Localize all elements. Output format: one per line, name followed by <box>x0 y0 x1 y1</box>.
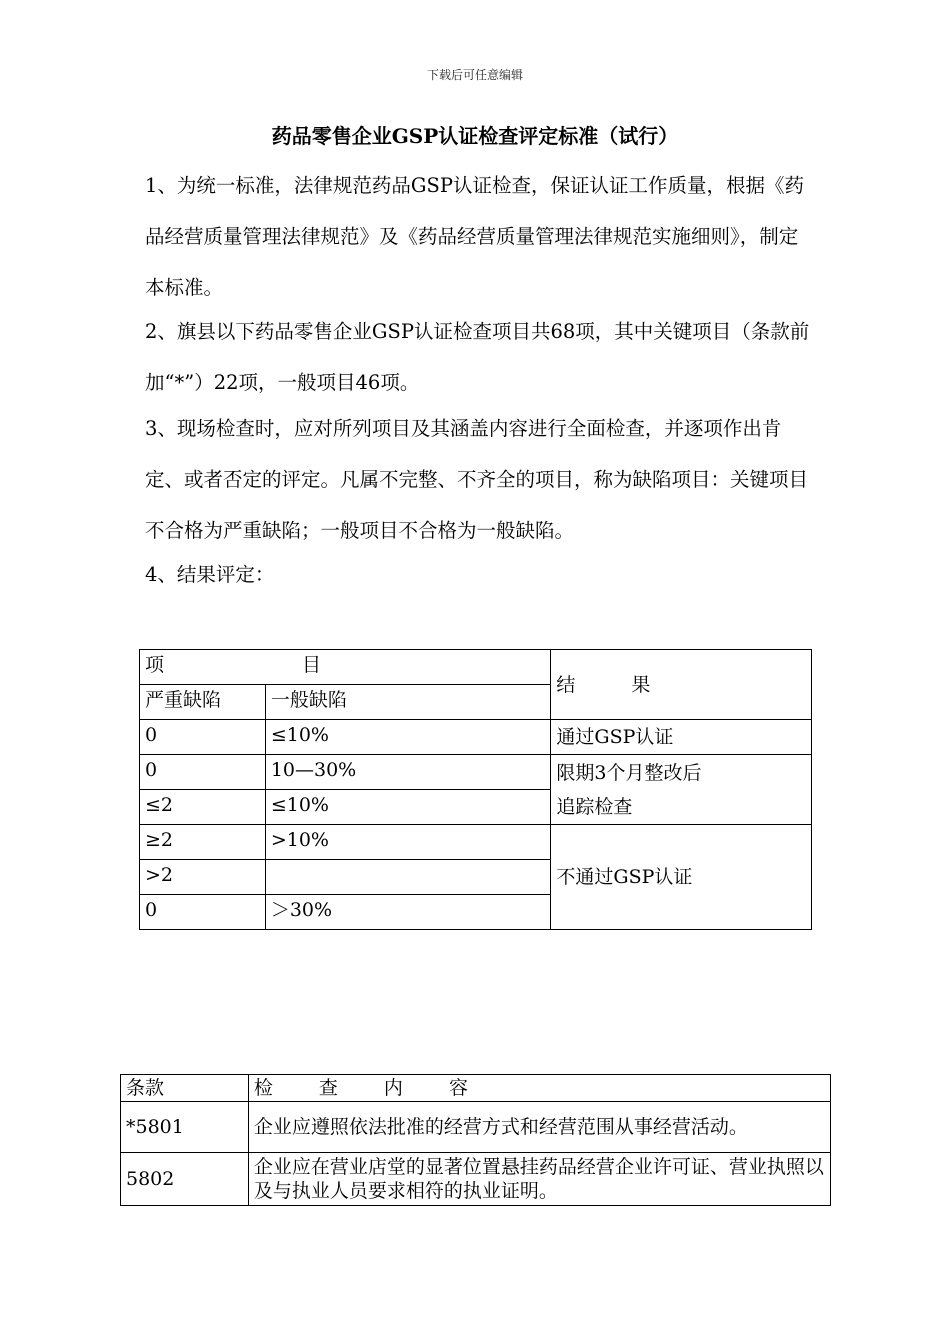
serious-cell: ≤2 <box>140 790 266 825</box>
clause-table <box>120 1074 831 1206</box>
table-row <box>140 755 812 790</box>
general-cell <box>265 860 551 895</box>
general-cell: ≤10% <box>265 790 551 825</box>
serious-cell: 0 <box>140 895 266 930</box>
general-cell: 10—30% <box>265 755 551 790</box>
serious-cell: 0 <box>140 755 266 790</box>
page-header: 下载后可任意编辑 <box>426 68 523 82</box>
header-content-4: 容 <box>448 1077 468 1099</box>
result-rectify-line1: 限期3个月整改后 <box>556 761 702 784</box>
clause-cell: 5802 <box>121 1153 249 1206</box>
paragraph-3: 3、现场检查时，应对所列项目及其涵盖内容进行全面检查，并逐项作出肯定、或者否定的评定。凡属不完整、不齐全的项目，称为缺陷项目：关键项目不合格为严重缺陷；一般项目不合格为一般缺陷。 <box>145 417 809 542</box>
header-item-b: 目 <box>302 654 322 676</box>
table-row <box>140 825 812 860</box>
header-content-3: 内 <box>383 1077 403 1099</box>
col-general-header: 一般缺陷 <box>265 685 551 720</box>
paragraph-4: 4、结果评定： <box>145 563 275 586</box>
serious-cell: >2 <box>140 860 266 895</box>
serious-cell: 0 <box>140 720 266 755</box>
header-result-b: 果 <box>631 673 651 696</box>
general-cell: >10% <box>265 825 551 860</box>
header-item-a: 项 <box>145 654 165 676</box>
content-cell: 企业应在营业店堂的显著位置悬挂药品经营企业许可证、营业执照以及与执业人员要求相符的执业证明。 <box>248 1153 830 1206</box>
header-content-1: 检 <box>253 1077 273 1099</box>
general-cell: ＞30% <box>265 895 551 930</box>
col-serious-header: 严重缺陷 <box>140 685 266 720</box>
general-cell: ≤10% <box>265 720 551 755</box>
paragraph-2: 2、旗县以下药品零售企业GSP认证检查项目共68项，其中关键项目（条款前加“*”）22项，一般项目46项。 <box>145 320 810 394</box>
table-row <box>140 720 812 755</box>
clause-cell: *5801 <box>121 1102 249 1153</box>
table-row <box>121 1075 831 1102</box>
table-row <box>121 1153 831 1206</box>
result-pass: 通过GSP认证 <box>551 720 812 755</box>
result-fail: 不通过GSP认证 <box>551 825 812 930</box>
header-result-a: 结 <box>556 673 576 696</box>
header-clause-cell: 条款 <box>121 1075 249 1102</box>
result-evaluation-table <box>139 649 812 930</box>
serious-cell: ≥2 <box>140 825 266 860</box>
table-row <box>121 1102 831 1153</box>
header-result-cell <box>551 650 812 720</box>
content-cell: 企业应遵照依法批准的经营方式和经营范围从事经营活动。 <box>248 1102 830 1153</box>
header-item-cell <box>140 650 551 685</box>
table-row <box>140 650 812 685</box>
paragraph-1: 1、为统一标准，法律规范药品GSP认证检查，保证认证工作质量，根据《药品经营质量管理法律规范》及《药品经营质量管理法律规范实施细则》，制定本标准。 <box>145 174 804 299</box>
header-content-cell <box>248 1075 830 1102</box>
document-title: 药品零售企业GSP认证检查评定标准（试行） <box>271 124 679 148</box>
result-rectify-line2: 追踪检查 <box>556 795 633 818</box>
header-content-2: 查 <box>318 1077 338 1099</box>
result-rectify <box>551 755 812 825</box>
